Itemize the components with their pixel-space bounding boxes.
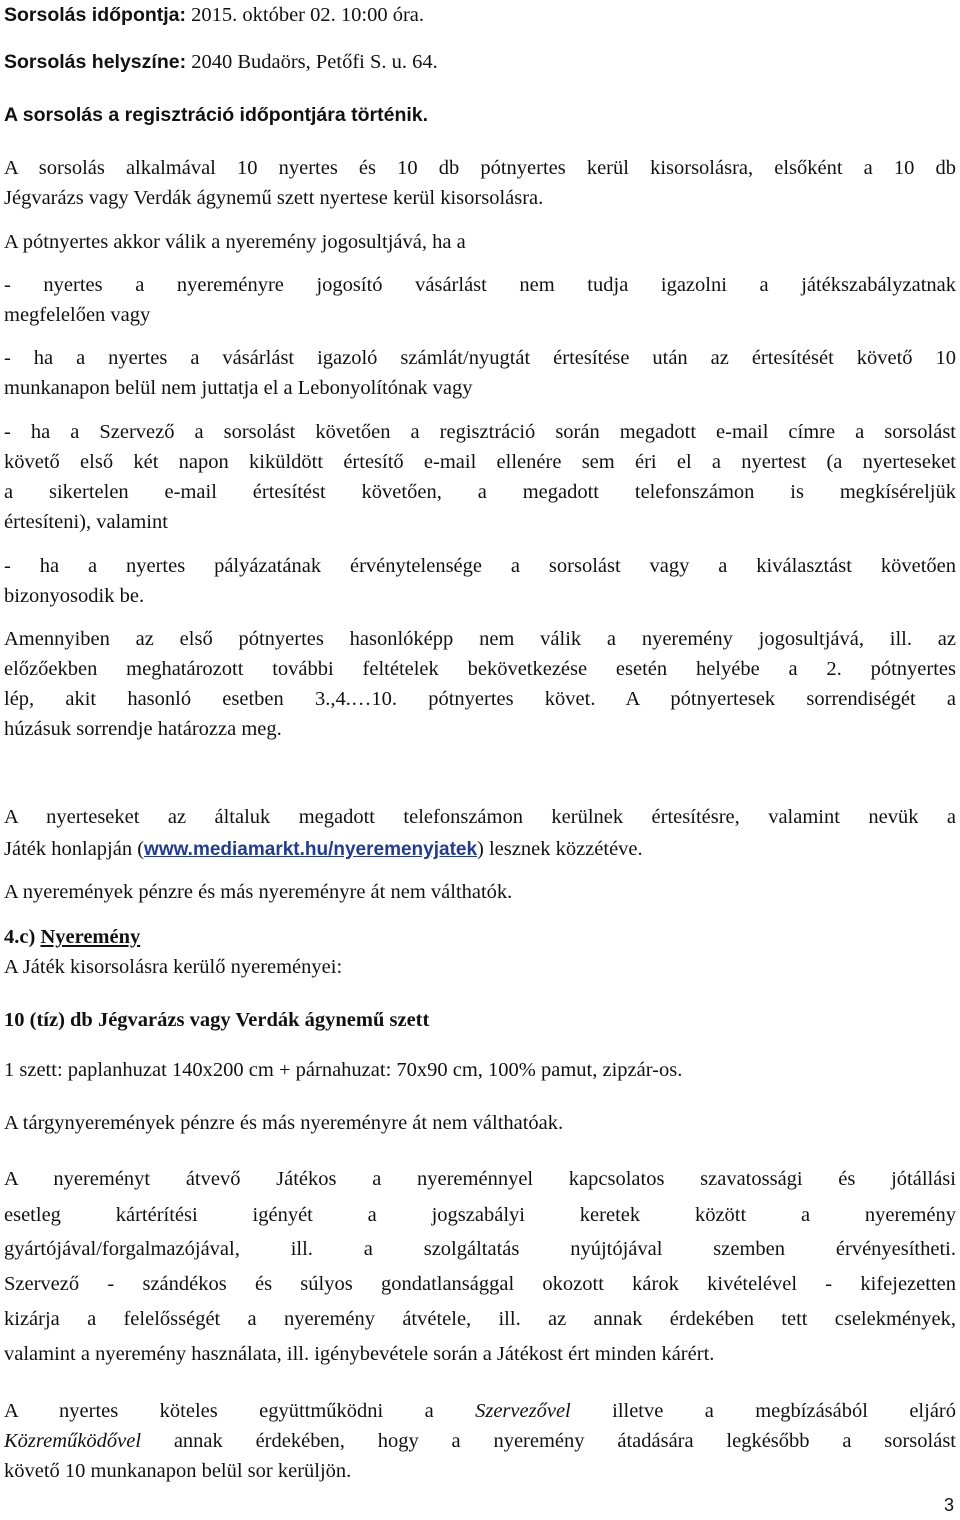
registration-note: A sorsolás a regisztráció időpontjára történik. [4,104,429,126]
p5-line4: értesíteni), valamint [4,511,168,533]
p2: A pótnyertes akkor válik a nyeremény jogosultjává, ha a [4,231,466,253]
p1-line2: Jégvarázs vagy Verdák ágynemű szett nyertese kerül kisorsolásra. [4,187,544,209]
p4-line1: - ha a nyertes a vásárlást igazoló számlát/nyugtát értesítése után az értesítését követő 10 [4,347,956,369]
coop-line3: követő 10 munkanapon belül sor kerüljön. [4,1460,352,1482]
p4-line2: munkanapon belül nem juttatja el a Lebonyolítónak vagy [4,377,473,399]
p8-line2 [4,834,956,865]
p9: A nyeremények pénzre és más nyereményre át nem válthatók. [4,881,513,903]
non-exchange-note: A tárgynyeremények pénzre és más nyereményre át nem válthatóak. [4,1112,564,1134]
p8-line1: A nyerteseket az általuk megadott telefonszámon kerülnek értesítésre, valamint nevük a [4,806,956,828]
warranty-line2: esetleg kártérítési igényét a jogszabályi keretek között a nyeremény [4,1204,956,1226]
p7-line4: húzásuk sorrendje határozza meg. [4,718,282,740]
warranty-line5: kizárja a felelősségét a nyeremény átvétele, ill. az annak érdekében tett cselekmények, [4,1308,956,1330]
p5-line1: - ha a Szervező a sorsolást követően a regisztráció során megadott e-mail címre a sorsolást [4,421,956,443]
p8-line2-end: ) lesznek közzétéve. [477,838,643,860]
prize-detail: 1 szett: paplanhuzat 140x200 cm + párnahuzat: 70x90 cm, 100% pamut, zipzár-os. [4,1059,683,1081]
p7-line2: előzőekben meghatározott további feltételek bekövetkezése esetén helyébe a 2. pótnyertes [4,658,956,680]
coop-line1-end: illetve a megbízásából eljáró [612,1400,956,1422]
draw-time-value: 2015. október 02. 10:00 óra. [186,4,425,26]
prize-heading: 10 (tíz) db Jégvarázs vagy Verdák ágynemű szett [4,1009,430,1031]
section-number: 4.c) [4,926,36,948]
p8-line2-start: Játék honlapján ( [4,838,145,860]
coop-line2 [4,1426,956,1456]
draw-place-value: 2040 Budaörs, Petőfi S. u. 64. [186,51,438,73]
coop-organizer: Szervezővel [475,1400,571,1422]
draw-place [4,47,956,77]
section-title: Nyeremény [40,926,141,948]
coop-line2-end: annak érdekében, hogy a nyeremény átadására legkésőbb a sorsolást [141,1430,956,1452]
warranty-line4: Szervező - szándékos és súlyos gondatlansággal okozott károk kivételével - kifejezetten [4,1273,956,1295]
p7-line3: lép, akit hasonló esetben 3.,4.…10. pótnyertes követ. A pótnyertesek sorrendiségét a [4,688,956,710]
p6-line2: bizonyosodik be. [4,585,145,607]
coop-line1-start: A nyertes köteles együttműködni a [4,1400,434,1422]
p5-line3: a sikertelen e-mail értesítést követően, a megadott telefonszámon is megkíséreljük [4,481,956,503]
coop-facilitator: Közreműködővel [4,1430,142,1452]
section-intro: A Játék kisorsolásra kerülő nyereményei: [4,956,343,978]
warranty-line3: gyártójával/forgalmazójával, ill. a szolgáltatás nyújtójával szemben érvényesítheti. [4,1238,956,1260]
p3-line1: - nyertes a nyereményre jogosító vásárlást nem tudja igazolni a játékszabályzatnak [4,274,956,296]
warranty-line1: A nyereményt átvevő Játékos a nyereménnyel kapcsolatos szavatossági és jótállási [4,1168,956,1190]
draw-time [4,0,956,30]
p7-line1: Amennyiben az első pótnyertes hasonlóképp nem válik a nyeremény jogosultjává, ill. az [4,628,956,650]
nyeremenyjatek-link[interactable]: www.mediamarkt.hu/nyeremenyjatek [144,839,478,860]
page-number: 3 [943,1495,954,1515]
p6-line1: - ha a nyertes pályázatának érvénytelensége a sorsolást vagy a kiválasztást követően [4,555,956,577]
draw-place-label: Sorsolás helyszíne: [4,51,187,73]
section-heading [4,922,956,952]
coop-line1 [4,1396,956,1426]
p1-line1: A sorsolás alkalmával 10 nyertes és 10 db pótnyertes kerül kisorsolásra, elsőként a 10 db [4,157,956,179]
p5-line2: követő első két napon kiküldött értesítő e-mail ellenére sem éri el a nyertest (a nyerteseket [4,451,956,473]
p3-line2: megfelelően vagy [4,304,151,326]
draw-time-label: Sorsolás időpontja: [4,4,187,26]
warranty-line6: valamint a nyeremény használata, ill. igénybevétele során a Játékost ért minden kárért. [4,1343,715,1365]
